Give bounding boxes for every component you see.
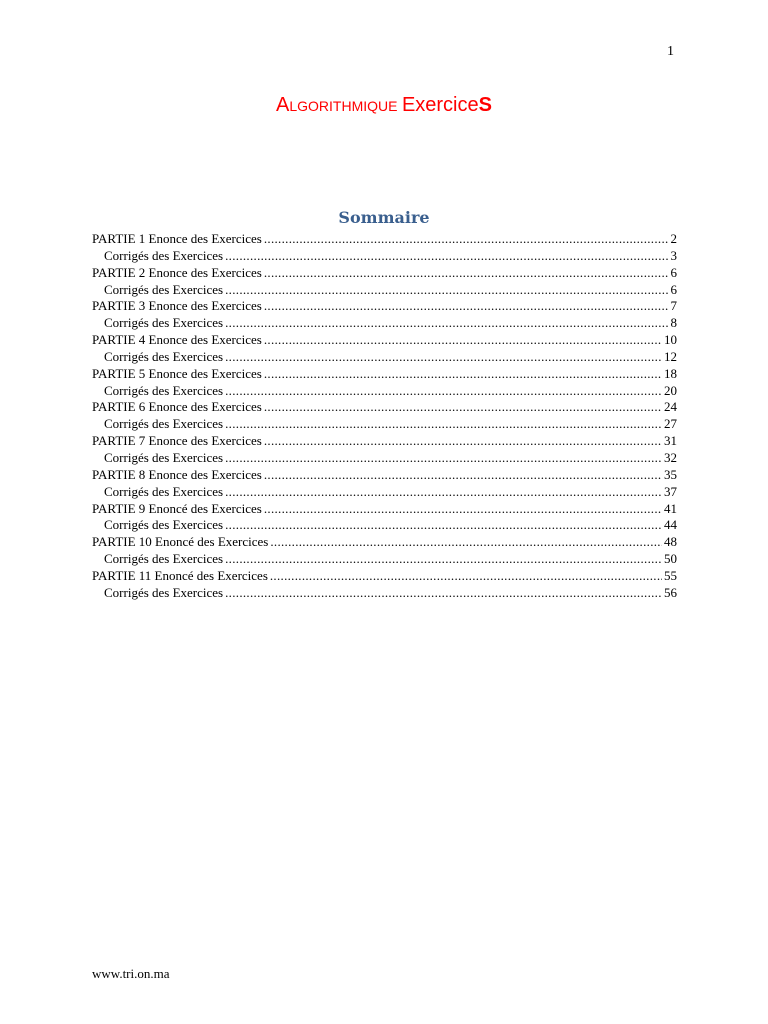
toc-entry-page-number: 27	[664, 416, 677, 432]
toc-entry-label: PARTIE 2 Enonce des Exercices	[92, 264, 262, 280]
title-initial: A	[276, 94, 290, 116]
toc-entry-label: PARTIE 4 Enonce des Exercices	[92, 332, 262, 348]
toc-entry-label: PARTIE 8 Enonce des Exercices	[92, 466, 262, 482]
toc-entry-label: Corrigés des Exercices	[104, 551, 224, 567]
toc-entry-label: PARTIE 1 Enonce des Exercices	[92, 231, 262, 246]
toc-dot-leader	[264, 298, 669, 314]
toc-entry-label: Corrigés des Exercices	[104, 348, 224, 364]
toc-entry-page-number: 55	[664, 567, 677, 583]
toc-entry-page-number: 32	[664, 449, 677, 465]
toc-dot-leader	[225, 282, 668, 298]
toc-entry-page-number: 7	[670, 298, 677, 314]
toc-entry-label: PARTIE 3 Enonce des Exercices	[92, 298, 262, 314]
title-word-exercices: Exercice	[401, 94, 479, 116]
toc-dot-leader	[225, 248, 668, 264]
toc-entry-corriges[interactable]	[92, 349, 677, 366]
table-of-contents	[92, 231, 677, 602]
toc-dot-leader	[225, 484, 662, 500]
toc-entry-partie[interactable]	[92, 433, 677, 450]
toc-entry-label: PARTIE 10 Enoncé des Exercices	[92, 534, 269, 550]
toc-dot-leader	[225, 585, 662, 601]
toc-entry-page-number: 6	[670, 281, 677, 297]
toc-entry-page-number: 31	[664, 433, 677, 449]
toc-entry-partie[interactable]	[92, 467, 677, 484]
toc-dot-leader	[225, 551, 662, 567]
toc-dot-leader	[264, 332, 662, 348]
document-title	[0, 92, 768, 120]
toc-entry-corriges[interactable]	[92, 551, 677, 568]
toc-dot-leader	[264, 467, 662, 483]
toc-entry-corriges[interactable]	[92, 484, 677, 501]
page-number: 1	[667, 44, 674, 59]
toc-entry-page-number: 50	[664, 551, 677, 567]
toc-dot-leader	[225, 383, 662, 399]
toc-entry-label: PARTIE 11 Enoncé des Exercices	[92, 567, 268, 583]
toc-entry-corriges[interactable]	[92, 383, 677, 400]
toc-entry-partie[interactable]	[92, 399, 677, 416]
toc-dot-leader	[264, 433, 662, 449]
toc-dot-leader	[264, 501, 662, 517]
toc-dot-leader	[225, 315, 668, 331]
toc-entry-page-number: 44	[664, 517, 677, 533]
toc-entry-partie[interactable]	[92, 332, 677, 349]
toc-entry-corriges[interactable]	[92, 517, 677, 534]
toc-entry-corriges[interactable]	[92, 282, 677, 299]
toc-entry-label: Corrigés des Exercices	[104, 315, 224, 331]
toc-entry-page-number: 56	[664, 584, 677, 600]
toc-entry-page-number: 2	[670, 231, 677, 246]
toc-entry-partie[interactable]	[92, 298, 677, 315]
toc-dot-leader	[270, 568, 662, 584]
toc-entry-label: Corrigés des Exercices	[104, 281, 224, 297]
toc-entry-partie[interactable]	[92, 265, 677, 282]
toc-entry-label: PARTIE 7 Enonce des Exercices	[92, 433, 262, 449]
toc-entry-corriges[interactable]	[92, 585, 677, 602]
toc-dot-leader	[225, 450, 662, 466]
toc-entry-label: PARTIE 5 Enonce des Exercices	[92, 365, 262, 381]
toc-entry-page-number: 6	[670, 264, 677, 280]
footer-url: www.tri.on.ma	[92, 966, 170, 981]
toc-dot-leader	[225, 517, 662, 533]
toc-entry-page-number: 48	[664, 534, 677, 550]
title-smallcaps: LGORITHMIQUE	[289, 98, 398, 114]
toc-entry-page-number: 10	[664, 332, 677, 348]
toc-entry-corriges[interactable]	[92, 315, 677, 332]
title-final-letter: S	[478, 94, 492, 116]
toc-entry-label: Corrigés des Exercices	[104, 449, 224, 465]
toc-entry-page-number: 35	[664, 466, 677, 482]
toc-entry-page-number: 8	[670, 315, 677, 331]
toc-entry-page-number: 20	[664, 382, 677, 398]
toc-heading: Sommaire	[338, 208, 430, 227]
toc-entry-corriges[interactable]	[92, 450, 677, 467]
toc-dot-leader	[264, 399, 662, 415]
toc-entry-label: PARTIE 9 Enoncé des Exercices	[92, 500, 262, 516]
toc-entry-label: Corrigés des Exercices	[104, 247, 224, 263]
toc-entry-page-number: 18	[664, 365, 677, 381]
toc-dot-leader	[270, 534, 662, 550]
toc-entry-page-number: 37	[664, 483, 677, 499]
toc-dot-leader	[264, 231, 669, 247]
toc-dot-leader	[264, 366, 662, 382]
toc-entry-label: PARTIE 6 Enonce des Exercices	[92, 399, 262, 415]
toc-entry-corriges[interactable]	[92, 416, 677, 433]
toc-entry-partie[interactable]	[92, 366, 677, 383]
toc-entry-label: Corrigés des Exercices	[104, 517, 224, 533]
toc-entry-partie[interactable]	[92, 231, 677, 248]
toc-entry-page-number: 41	[664, 500, 677, 516]
toc-entry-page-number: 12	[664, 348, 677, 364]
toc-entry-label: Corrigés des Exercices	[104, 584, 224, 600]
toc-entry-partie[interactable]	[92, 568, 677, 585]
toc-entry-page-number: 24	[664, 399, 677, 415]
toc-entry-label: Corrigés des Exercices	[104, 416, 224, 432]
toc-dot-leader	[225, 416, 662, 432]
toc-entry-label: Corrigés des Exercices	[104, 382, 224, 398]
toc-entry-corriges[interactable]	[92, 248, 677, 265]
toc-entry-partie[interactable]	[92, 501, 677, 518]
toc-entry-label: Corrigés des Exercices	[104, 483, 224, 499]
toc-entry-partie[interactable]	[92, 534, 677, 551]
toc-dot-leader	[225, 349, 662, 365]
toc-entry-page-number: 3	[670, 247, 677, 263]
toc-dot-leader	[264, 265, 669, 281]
